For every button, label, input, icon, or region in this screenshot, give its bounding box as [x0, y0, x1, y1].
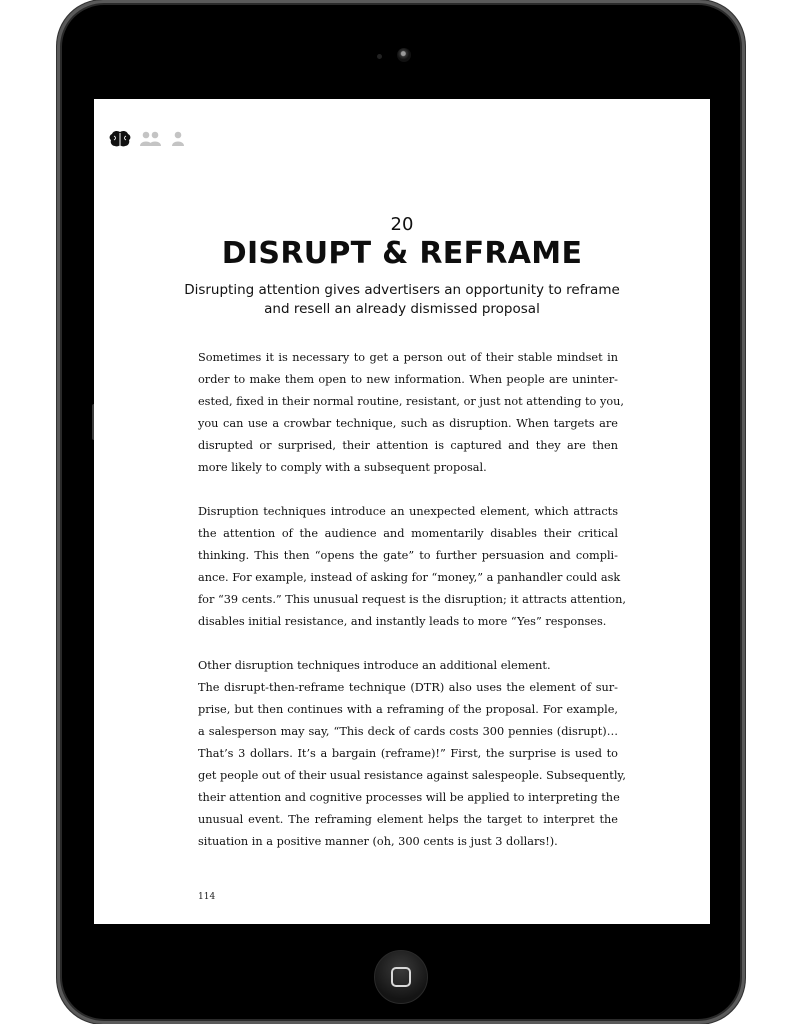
chapter-subtitle [94, 281, 710, 319]
text-line: more likely to comply with a subsequent proposal. [198, 461, 487, 474]
text-line: prise, but then continues with a reframing of the proposal. For example, [198, 703, 618, 716]
chapter-heading [94, 215, 710, 319]
text-line: ested, fixed in their normal routine, resistant, or just not attending to you, [198, 395, 624, 408]
text-line: for “39 cents.” This unusual request is the disruption; it attracts attention, [198, 593, 626, 606]
brain-icon [109, 130, 131, 148]
person-icon [171, 131, 185, 147]
text-line: Sometimes it is necessary to get a person out of their stable mindset in [198, 351, 618, 364]
category-icons [109, 129, 185, 149]
text-line: the attention of the audience and momentarily disables their critical [198, 527, 618, 540]
text-line: situation in a positive manner (oh, 300 cents is just 3 dollars!). [198, 835, 558, 848]
text-line: That’s 3 dollars. It’s a bargain (reframe)!” First, the surprise is used to [198, 747, 618, 760]
chapter-number: 20 [390, 214, 414, 235]
text-line: unusual event. The reframing element helps the target to interpret the [198, 813, 618, 826]
text-line: Other disruption techniques introduce an additional element. [198, 659, 551, 672]
text-line: you can use a crowbar technique, such as disruption. When targets are [198, 417, 618, 430]
chapter-title: DISRUPT & REFRAME [221, 236, 583, 271]
subtitle-line: and resell an already dismissed proposal [264, 301, 540, 317]
text-line: disables initial resistance, and instantly leads to more “Yes” responses. [198, 615, 607, 628]
text-line: a salesperson may say, “This deck of cards costs 300 pennies (disrupt)… [198, 725, 618, 738]
home-square-icon [391, 967, 411, 987]
group-icon [139, 131, 163, 147]
text-line: The disrupt-then-reframe technique (DTR) also uses the element of sur- [198, 681, 618, 694]
text-line: disrupted or surprised, their attention is captured and they are then [198, 439, 618, 452]
home-button-icon[interactable] [374, 950, 428, 1004]
subtitle-line: Disrupting attention gives advertisers an opportunity to reframe [184, 282, 620, 298]
text-line: get people out of their usual resistance against salespeople. Subsequently, [198, 769, 626, 782]
text-line: ance. For example, instead of asking for “money,” a panhandler could ask [198, 571, 621, 584]
camera-icon [397, 48, 411, 62]
text-line: order to make them open to new information. When people are uninter- [198, 373, 618, 386]
text-line: Disruption techniques introduce an unexpected element, which attracts [198, 505, 618, 518]
page-number: 114 [198, 892, 216, 902]
text-line: their attention and cognitive processes will be applied to interpreting the [198, 791, 620, 804]
paragraph [198, 347, 624, 479]
paragraph [198, 501, 626, 633]
text-line: thinking. This then “opens the gate” to further persuasion and compli- [198, 549, 618, 562]
body-text [198, 347, 626, 853]
sensor-icon [377, 54, 382, 59]
paragraph [198, 655, 626, 853]
ebook-page[interactable] [94, 99, 710, 924]
